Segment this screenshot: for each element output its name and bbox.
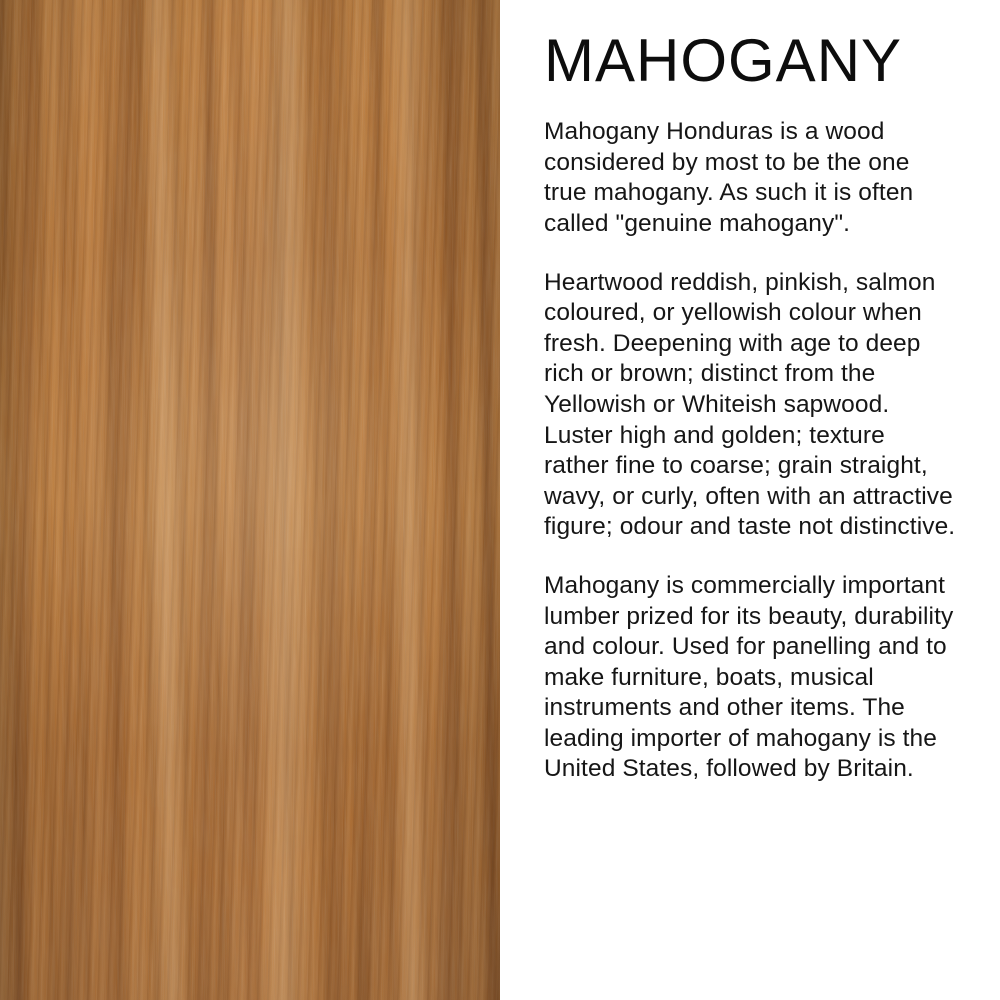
description-paragraph-2: Heartwood reddish, pinkish, salmon coloured, or yellowish colour when fresh. Deepening with age to deep rich or brown; distinct from the Yellowish or Whiteish sapwood. Luster high and golden; texture rather fine to coarse; grain straight, wavy, or curly, often with an attractive figure; odour and taste not distinctive. — [544, 268, 956, 541]
page-title: MAHOGANY — [544, 27, 903, 94]
description-paragraph-1: Mahogany Honduras is a wood considered by most to be the one true mahogany. As such it is often called "genuine mahogany". — [544, 118, 914, 237]
description-paragraph-3: Mahogany is commercially important lumber prized for its beauty, durability and colour. Used for panelling and to make furniture, boats, musical instruments and other items. The leading importer of mahogany is the United States, followed by Britain. — [544, 571, 954, 783]
description-panel — [500, 0, 1000, 1000]
